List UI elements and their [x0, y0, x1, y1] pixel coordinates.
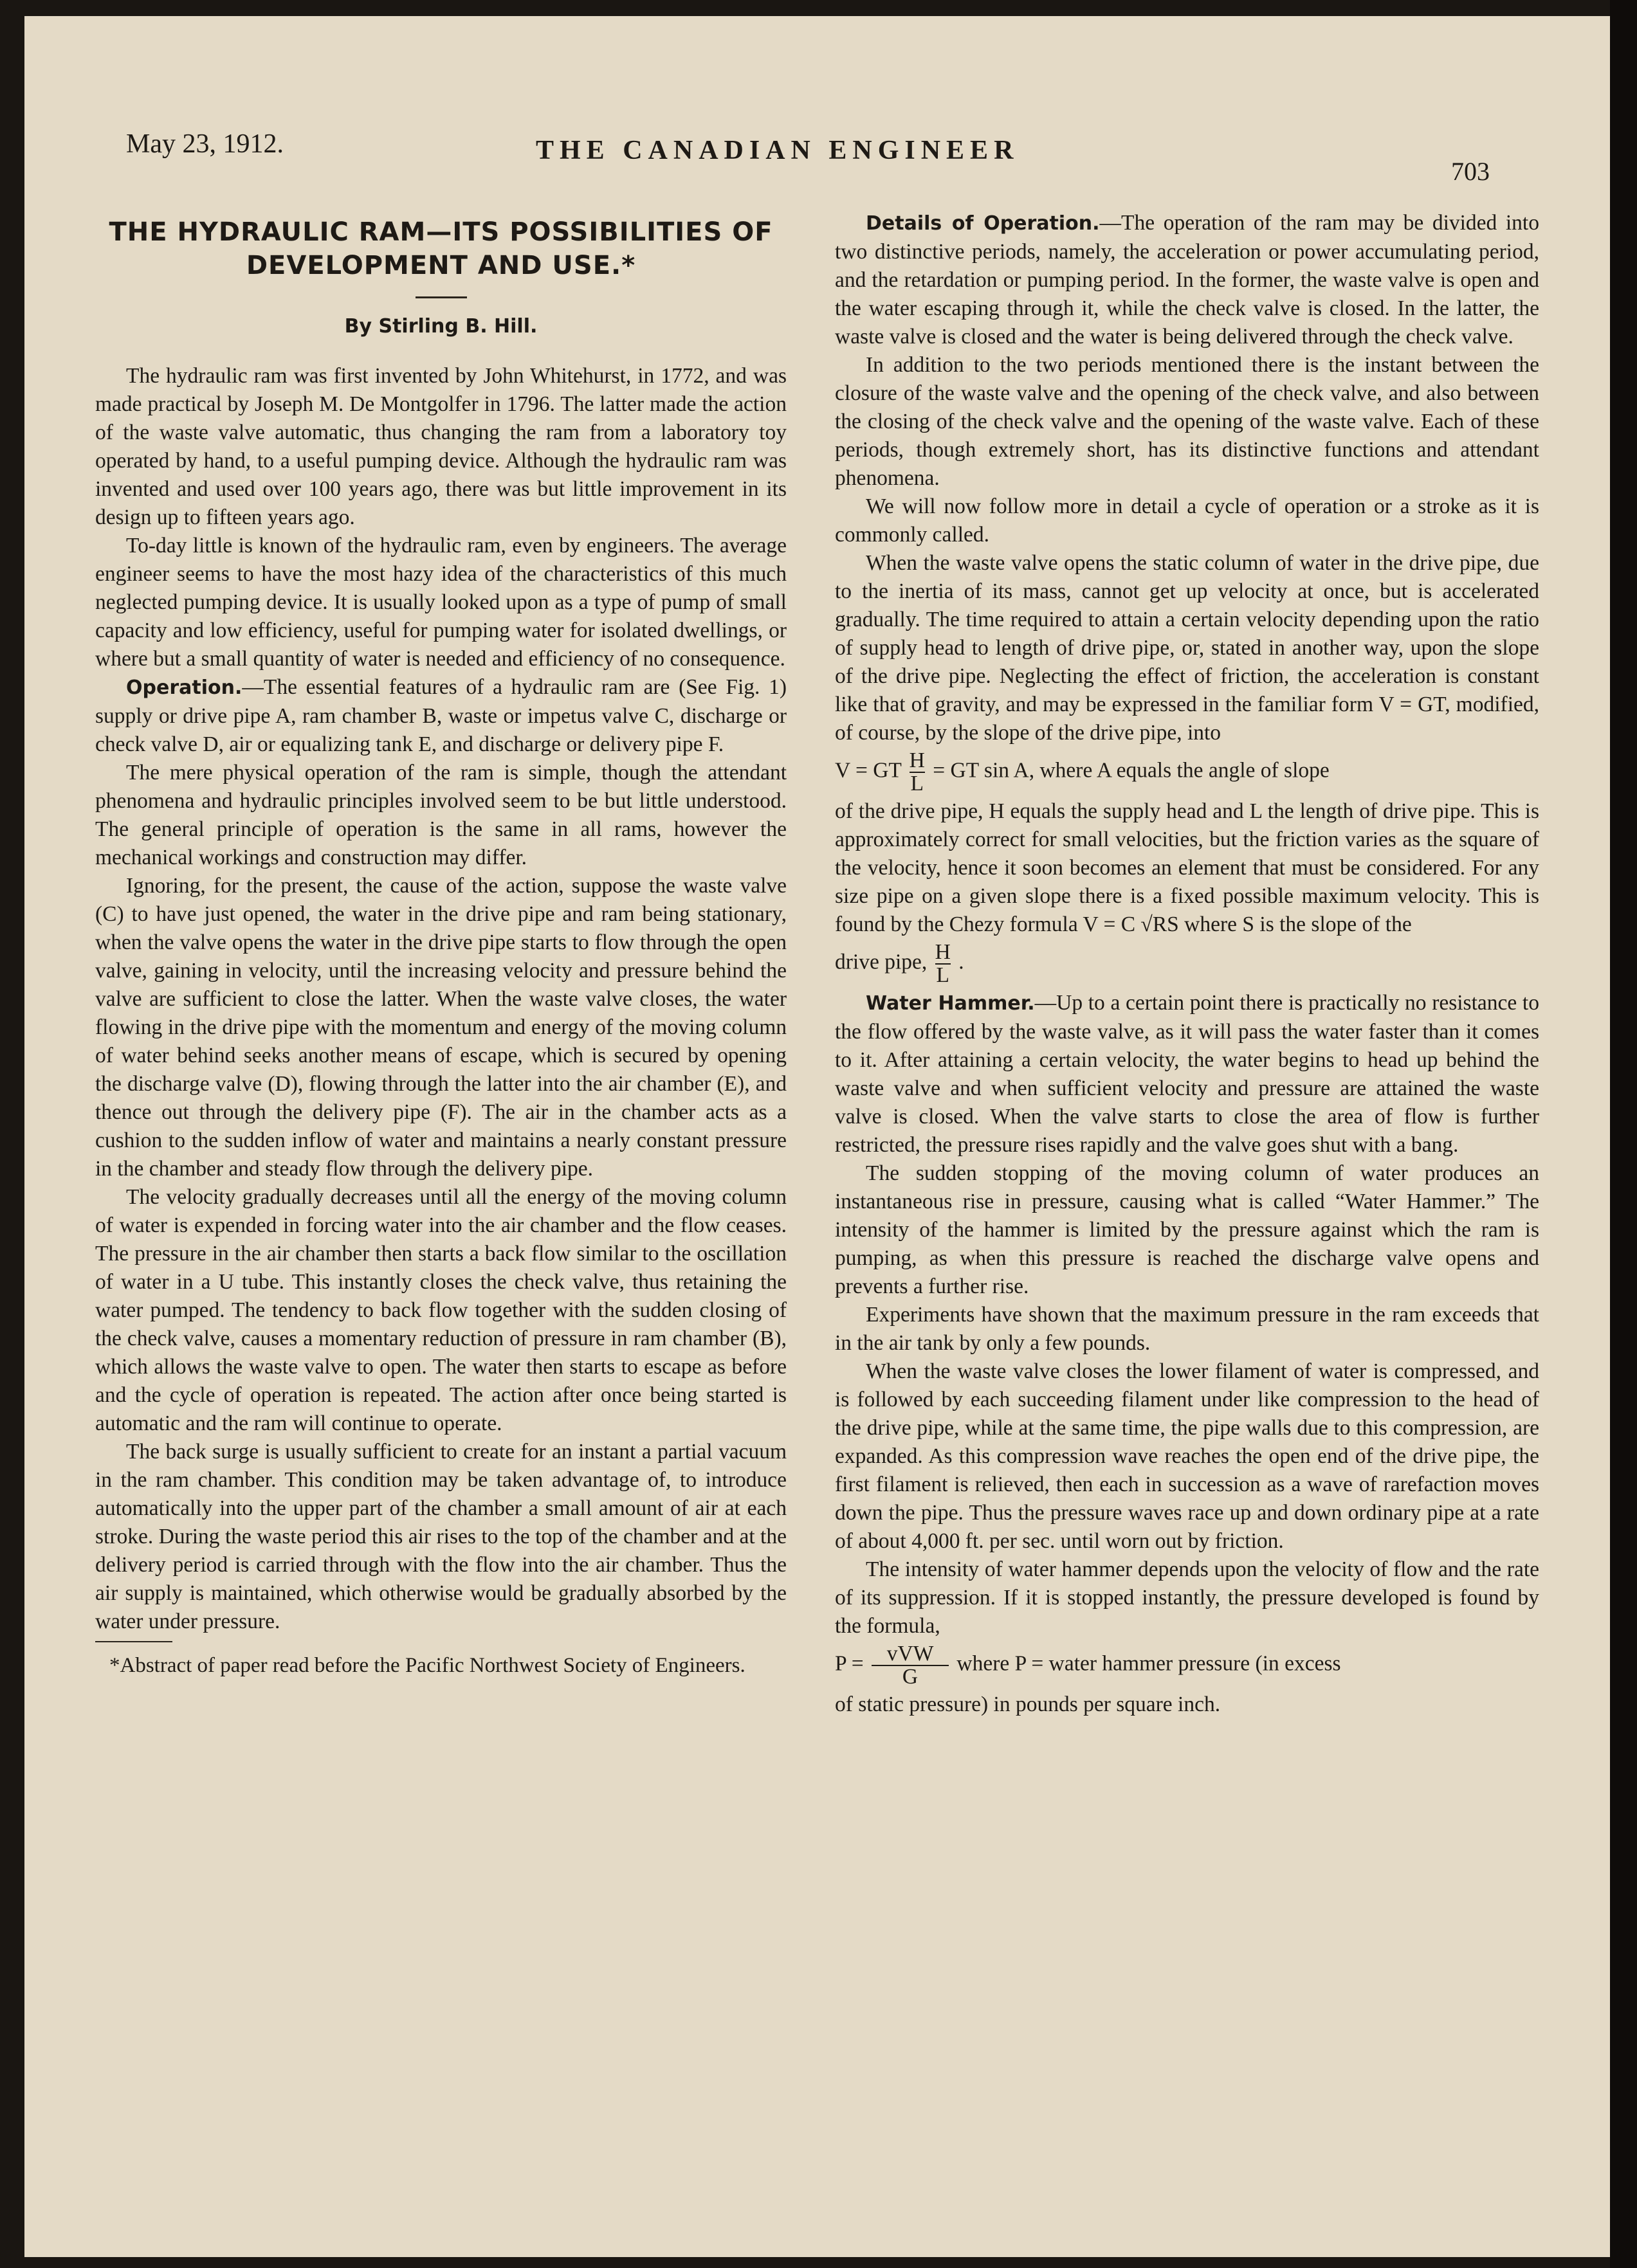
paragraph: of the drive pipe, H equals the supply head and L the length of drive pipe. This is approximately correct for small velocities, but the friction varies as the square of the velocity, hence it soon becomes an element that must be considered. For any size pipe on a given slope there is a fixed possible maximum velocity. This is found by the Chezy formula V = C √RS where S is the slope of the [835, 799, 1539, 936]
fraction [910, 750, 925, 795]
fraction-numerator: H [935, 940, 951, 964]
formula-left: P = [835, 1651, 864, 1676]
formula-left: drive pipe, [835, 950, 928, 974]
paragraph [95, 673, 787, 759]
header-publication: THE CANADIAN ENGINEER [536, 136, 1020, 165]
run-in-heading: Details of Operation. [866, 212, 1100, 235]
fraction-denominator: L [936, 963, 949, 987]
run-in-heading: Water Hammer. [866, 992, 1035, 1015]
fraction-denominator: G [902, 1665, 919, 1689]
fraction [935, 941, 951, 986]
title-rule [416, 296, 467, 298]
paragraph: The intensity of water hammer depends upon the velocity of flow and the rate of its suppression. If it is stopped instantly, the pressure developed is found by the formula, [835, 1557, 1539, 1638]
formula-acceleration [835, 750, 1539, 795]
paragraph: The mere physical operation of the ram is simple, though the attendant phenomena and hydraulic principles involved seem to be but little understood. The general principle of operation is the same in all rams, however the mechanical workings and construction may differ. [95, 761, 787, 869]
paragraph: When the waste valve closes the lower filament of water is compressed, and is followed by each succeeding filament under like compression to the head of the drive pipe, while at the same time, the pipe walls due to this compression, are expanded. As this compression wave reaches the open end of the drive pipe, the first filament is relieved, then each in succession as a wave of rarefaction moves down the pipe. Thus the pressure waves race up and down ordinary pipe at a rate of about 4,000 ft. per sec. until worn out by friction. [835, 1359, 1539, 1553]
paragraph [835, 989, 1539, 1159]
run-in-heading: Operation. [126, 676, 242, 699]
paragraph: In addition to the two periods mentioned there is the instant between the closure of the waste valve and the opening of the check valve, and also between the closing of the check valve and the opening of the waste valve. Each of these periods, though extremely short, has its distinctive functions and attendant phenomena. [835, 353, 1539, 490]
paragraph: The sudden stopping of the moving column of water produces an instantaneous rise in pressure, causing what is called “Water Hammer.” The intensity of the hammer is limited by the pressure against which the ram is pumping, as when this pressure is reached the discharge valve opens and prevents a further rise. [835, 1161, 1539, 1298]
footnote-rule [95, 1641, 172, 1642]
fraction-numerator: H [909, 748, 925, 772]
fraction-numerator: vVW [886, 1642, 934, 1665]
paragraph: The velocity gradually decreases until all the energy of the moving column of water is expended in forcing water into the air chamber and the flow ceases. The pressure in the air chamber then starts a back flow similar to the oscillation of water in a U tube. This instantly closes the check valve, thus retaining the water pumped. The tendency to back flow together with the sudden closing of the check valve, causes a momentary reduction of pressure in ram chamber (B), which allows the waste valve to open. The water then starts to escape as before and the cycle of operation is repeated. The action after once being started is automatic and the ram will continue to operate. [95, 1185, 787, 1435]
formula-water-hammer [835, 1643, 1539, 1688]
paragraph: Ignoring, for the present, the cause of the action, suppose the waste valve (C) to have just opened, the water in the drive pipe and ram being stationary, when the valve opens the water in the drive pipe starts to flow through the open valve, gaining in velocity, until the increasing velocity and pressure behind the valve are sufficient to close the latter. When the waste valve closes, the water flowing in the drive pipe with the momentum and energy of the moving column of water behind seeks another means of escape, which is secured by opening the discharge valve (D), flowing through the latter into the air chamber (E), and thence out through the delivery pipe (F). The air in the chamber acts as a cushion to the sudden inflow of water and maintains a nearly constant pressure in the chamber and steady flow through the delivery pipe. [95, 874, 787, 1181]
paragraph: The back surge is usually sufficient to create for an instant a partial vacuum in the ram chamber. This condition may be taken advantage of, to introduce automatically into the upper part of the chamber a small amount of air at each stroke. During the waste period this air rises to the top of the chamber and at the delivery period is carried through with the flow into the air chamber. Thus the air supply is maintained, which otherwise would be gradually absorbed by the water under pressure. [95, 1440, 787, 1633]
scan-edge [1610, 0, 1637, 2268]
paragraph: To-day little is known of the hydraulic ram, even by engineers. The average engineer seems to have the most hazy idea of the characteristics of this much neglected pumping device. It is usually looked upon as a type of pump of small capacity and low efficiency, useful for pumping water for isolated dwellings, or where but a small quantity of water is needed and efficiency of no consequence. [95, 534, 787, 671]
paragraph-text: —The essential features of a hydraulic ram are (See Fig. 1) supply or drive pipe A, ram chamber B, waste or impetus valve C, discharge or check valve D, air or equalizing tank E, and discharge or delivery pipe F. [95, 675, 787, 756]
formula-right: . [958, 950, 964, 974]
byline: By Stirling B. Hill. [344, 315, 538, 338]
paragraph: We will now follow more in detail a cycle of operation or a stroke as it is commonly called. [835, 494, 1539, 547]
paragraph [835, 209, 1539, 351]
paragraph: The hydraulic ram was first invented by John Whitehurst, in 1772, and was made practical by Joseph M. De Montgolfer in 1796. The latter made the action of the waste valve automatic, thus changing the ram from a laboratory toy operated by hand, to a useful pumping device. Although the hydraulic ram was invented and used over 100 years ago, there was but little improvement in its design up to fifteen years ago. [95, 364, 787, 529]
article-title [95, 215, 787, 282]
header-date: May 23, 1912. [126, 129, 284, 159]
formula-right: = GT sin A, where A equals the angle of slope [933, 758, 1330, 783]
right-column [835, 209, 1539, 1719]
left-column [95, 209, 787, 1680]
paragraph: Experiments have shown that the maximum pressure in the ram exceeds that in the air tank by only a few pounds. [835, 1303, 1539, 1355]
newspaper-page [24, 16, 1610, 2257]
footnote: *Abstract of paper read before the Pacific Northwest Society of Engineers. [109, 1654, 745, 1677]
title-line-2: DEVELOPMENT AND USE.* [246, 251, 636, 280]
paragraph: of static pressure) in pounds per square inch. [835, 1692, 1221, 1716]
formula-slope [835, 941, 1539, 986]
fraction [872, 1643, 949, 1688]
header-page-number: 703 [1451, 157, 1490, 186]
formula-left: V = GT [835, 758, 902, 783]
paragraph-text: —Up to a certain point there is practically no resistance to the flow offered by the waste valve, as it will pass the water faster than it comes to it. After attaining a certain velocity, the water begins to head up behind the waste valve and when sufficient velocity and pressure are attained the waste valve is closed. When the valve starts to close the area of flow is further restricted, the pressure rises rapidly and the valve goes shut with a bang. [835, 991, 1539, 1157]
paragraph-text: —The operation of the ram may be divided into two distinctive periods, namely, the acceleration or power accumulating period, and the retardation or pumping period. In the former, the waste valve is open and the water escaping through it, while the check valve is closed. In the latter, the waste valve is closed and the water is being delivered through the check valve. [835, 211, 1539, 349]
fraction-denominator: L [910, 772, 924, 795]
title-line-1: THE HYDRAULIC RAM—ITS POSSIBILITIES OF [109, 217, 773, 247]
formula-right: where P = water hammer pressure (in excess [956, 1651, 1341, 1676]
paragraph: When the waste valve opens the static column of water in the drive pipe, due to the inertia of its mass, cannot get up velocity at once, but is accelerated gradually. The time required to attain a certain velocity depending upon the ratio of supply head to length of drive pipe, or, stated in another way, upon the slope of the drive pipe. Neglecting the effect of friction, the acceleration is constant like that of gravity, and may be expressed in the familiar form V = GT, modified, of course, by the slope of the drive pipe, into [835, 551, 1539, 745]
